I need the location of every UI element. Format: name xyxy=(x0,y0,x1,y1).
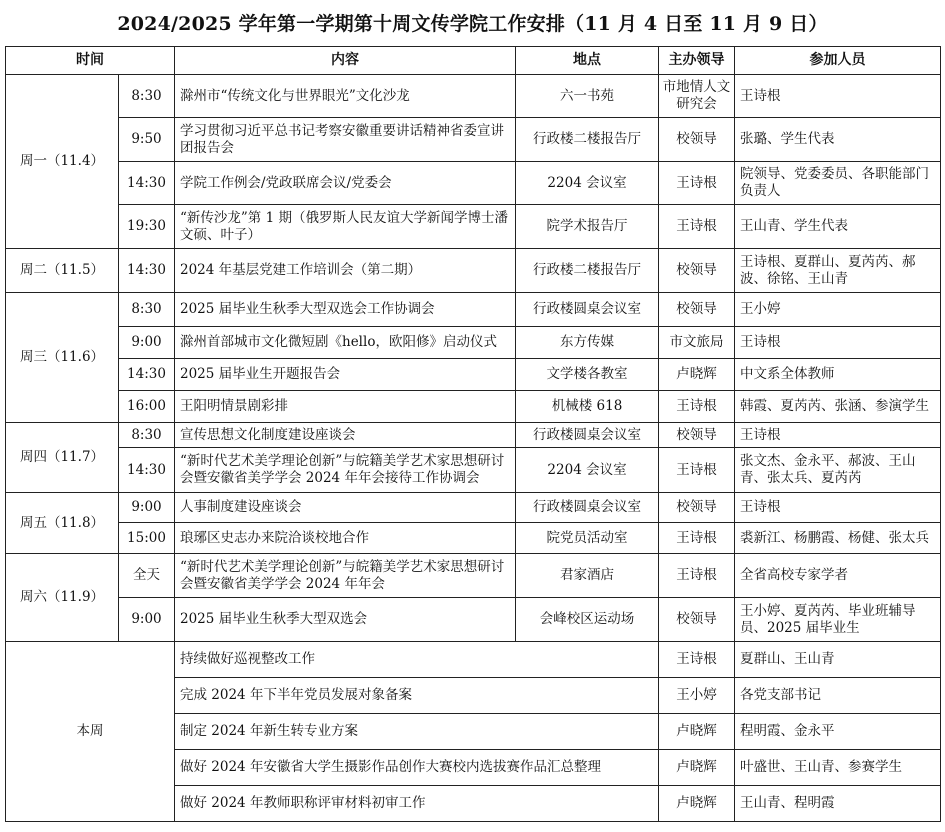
leader-cell: 卢晓辉 xyxy=(659,786,735,822)
location-cell: 文学楼各教室 xyxy=(516,359,659,391)
time-cell: 9:00 xyxy=(119,493,175,523)
time-cell: 14:30 xyxy=(119,448,175,493)
content-cell: 制定 2024 年新生转专业方案 xyxy=(175,714,659,750)
participants-cell: 中文系全体教师 xyxy=(735,359,941,391)
content-cell: 人事制度建设座谈会 xyxy=(175,493,516,523)
leader-cell: 校领导 xyxy=(659,493,735,523)
content-cell: 2025 届毕业生开题报告会 xyxy=(175,359,516,391)
content-cell: 滁州市“传统文化与世界眼光”文化沙龙 xyxy=(175,75,516,118)
location-cell: 行政楼圆桌会议室 xyxy=(516,293,659,327)
content-cell: 2025 届毕业生秋季大型双选会工作协调会 xyxy=(175,293,516,327)
header-row xyxy=(6,47,941,75)
content-cell: 滁州首部城市文化微短剧《hello，欧阳修》启动仪式 xyxy=(175,327,516,359)
leader-cell: 王诗根 xyxy=(659,205,735,249)
content-cell: 2024 年基层党建工作培训会（第二期） xyxy=(175,249,516,293)
leader-cell: 校领导 xyxy=(659,249,735,293)
location-cell: 六一书苑 xyxy=(516,75,659,118)
table-row xyxy=(6,423,941,448)
participants-cell: 王山青、程明霞 xyxy=(735,786,941,822)
time-cell: 14:30 xyxy=(119,249,175,293)
location-cell: 行政楼二楼报告厅 xyxy=(516,249,659,293)
content-cell: 做好 2024 年教师职称评审材料初审工作 xyxy=(175,786,659,822)
leader-cell: 校领导 xyxy=(659,293,735,327)
time-cell: 15:00 xyxy=(119,523,175,554)
leader-cell: 校领导 xyxy=(659,118,735,162)
day-cell: 周五（11.8） xyxy=(6,493,119,554)
content-cell: 2025 届毕业生秋季大型双选会 xyxy=(175,598,516,642)
location-cell: 东方传媒 xyxy=(516,327,659,359)
participants-cell: 夏群山、王山青 xyxy=(735,642,941,678)
content-cell: 学院工作例会/党政联席会议/党委会 xyxy=(175,162,516,205)
header-participants: 参加人员 xyxy=(735,47,941,75)
leader-cell: 王诗根 xyxy=(659,162,735,205)
leader-cell: 校领导 xyxy=(659,423,735,448)
content-cell: “新时代艺术美学理论创新”与皖籍美学艺术家思想研讨会暨安徽省美学学会 2024 年年会 xyxy=(175,554,516,598)
table-row xyxy=(6,642,941,678)
participants-cell: 程明霞、金永平 xyxy=(735,714,941,750)
leader-cell: 王诗根 xyxy=(659,554,735,598)
time-cell: 8:30 xyxy=(119,293,175,327)
location-cell: 行政楼圆桌会议室 xyxy=(516,493,659,523)
leader-cell: 卢晓辉 xyxy=(659,359,735,391)
time-cell: 8:30 xyxy=(119,423,175,448)
table-row xyxy=(6,249,941,293)
header-location: 地点 xyxy=(516,47,659,75)
participants-cell: 王诗根 xyxy=(735,493,941,523)
participants-cell: 韩霞、夏芮芮、张涵、参演学生 xyxy=(735,391,941,423)
participants-cell: 张璐、学生代表 xyxy=(735,118,941,162)
participants-cell: 王小婷 xyxy=(735,293,941,327)
location-cell: 行政楼圆桌会议室 xyxy=(516,423,659,448)
time-cell: 8:30 xyxy=(119,75,175,118)
header-time: 时间 xyxy=(6,47,175,75)
day-cell: 周四（11.7） xyxy=(6,423,119,493)
table-row xyxy=(6,523,941,554)
schedule-table xyxy=(5,46,941,822)
location-cell: 机械楼 618 xyxy=(516,391,659,423)
content-cell: 王阳明情景剧彩排 xyxy=(175,391,516,423)
day-cell: 周三（11.6） xyxy=(6,293,119,423)
week-cell: 本周 xyxy=(6,642,175,822)
participants-cell: 王山青、学生代表 xyxy=(735,205,941,249)
location-cell: 君家酒店 xyxy=(516,554,659,598)
table-row xyxy=(6,327,941,359)
leader-cell: 卢晓辉 xyxy=(659,714,735,750)
table-row xyxy=(6,598,941,642)
table-row xyxy=(6,75,941,118)
page-title: 2024/2025 学年第一学期第十周文传学院工作安排（11 月 4 日至 11 月 9 日） xyxy=(117,13,828,35)
time-cell: 9:00 xyxy=(119,598,175,642)
time-cell: 14:30 xyxy=(119,359,175,391)
location-cell: 会峰校区运动场 xyxy=(516,598,659,642)
participants-cell: 王小婷、夏芮芮、毕业班辅导员、2025 届毕业生 xyxy=(735,598,941,642)
time-cell: 19:30 xyxy=(119,205,175,249)
participants-cell: 王诗根 xyxy=(735,327,941,359)
time-cell: 14:30 xyxy=(119,162,175,205)
table-row xyxy=(6,205,941,249)
content-cell: 学习贯彻习近平总书记考察安徽重要讲话精神省委宣讲团报告会 xyxy=(175,118,516,162)
participants-cell: 叶盛世、王山青、参赛学生 xyxy=(735,750,941,786)
participants-cell: 王诗根、夏群山、夏芮芮、郝波、徐铭、王山青 xyxy=(735,249,941,293)
time-cell: 9:50 xyxy=(119,118,175,162)
time-cell: 全天 xyxy=(119,554,175,598)
location-cell: 2204 会议室 xyxy=(516,162,659,205)
content-cell: 做好 2024 年安徽省大学生摄影作品创作大赛校内选拔赛作品汇总整理 xyxy=(175,750,659,786)
location-cell: 行政楼二楼报告厅 xyxy=(516,118,659,162)
content-cell: 持续做好巡视整改工作 xyxy=(175,642,659,678)
leader-cell: 市地情人文研究会 xyxy=(659,75,735,118)
leader-cell: 市文旅局 xyxy=(659,327,735,359)
day-cell: 周六（11.9） xyxy=(6,554,119,642)
participants-cell: 院领导、党委委员、各职能部门负责人 xyxy=(735,162,941,205)
header-leader: 主办领导 xyxy=(659,47,735,75)
leader-cell: 王诗根 xyxy=(659,523,735,554)
table-row xyxy=(6,391,941,423)
content-cell: 宣传思想文化制度建设座谈会 xyxy=(175,423,516,448)
participants-cell: 张文杰、金永平、郝波、王山青、张太兵、夏芮芮 xyxy=(735,448,941,493)
location-cell: 院党员活动室 xyxy=(516,523,659,554)
leader-cell: 卢晓辉 xyxy=(659,750,735,786)
leader-cell: 王诗根 xyxy=(659,391,735,423)
participants-cell: 王诗根 xyxy=(735,75,941,118)
content-cell: “新传沙龙”第 1 期（俄罗斯人民友谊大学新闻学博士潘文硕、叶子） xyxy=(175,205,516,249)
table-row xyxy=(6,359,941,391)
leader-cell: 校领导 xyxy=(659,598,735,642)
leader-cell: 王诗根 xyxy=(659,448,735,493)
leader-cell: 王诗根 xyxy=(659,642,735,678)
table-row xyxy=(6,448,941,493)
participants-cell: 各党支部书记 xyxy=(735,678,941,714)
header-content: 内容 xyxy=(175,47,516,75)
content-cell: 完成 2024 年下半年党员发展对象备案 xyxy=(175,678,659,714)
location-cell: 2204 会议室 xyxy=(516,448,659,493)
table-row xyxy=(6,118,941,162)
day-cell: 周二（11.5） xyxy=(6,249,119,293)
content-cell: 琅琊区史志办来院洽谈校地合作 xyxy=(175,523,516,554)
time-cell: 16:00 xyxy=(119,391,175,423)
participants-cell: 裘新江、杨鹏霞、杨健、张太兵 xyxy=(735,523,941,554)
time-cell: 9:00 xyxy=(119,327,175,359)
day-cell: 周一（11.4） xyxy=(6,75,119,249)
table-row xyxy=(6,293,941,327)
table-row xyxy=(6,162,941,205)
leader-cell: 王小婷 xyxy=(659,678,735,714)
table-row xyxy=(6,493,941,523)
participants-cell: 全省高校专家学者 xyxy=(735,554,941,598)
table-row xyxy=(6,554,941,598)
participants-cell: 王诗根 xyxy=(735,423,941,448)
content-cell: “新时代艺术美学理论创新”与皖籍美学艺术家思想研讨会暨安徽省美学学会 2024 年年会接待工作协调会 xyxy=(175,448,516,493)
location-cell: 院学术报告厅 xyxy=(516,205,659,249)
